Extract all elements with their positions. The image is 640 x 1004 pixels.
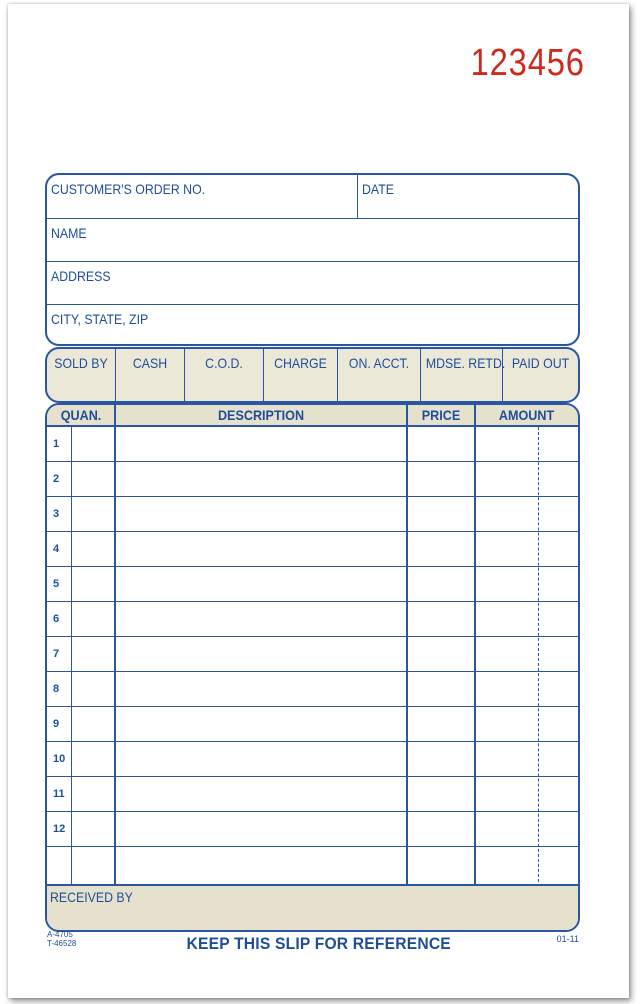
row-number: 4 [53,543,60,555]
line-number-divider [71,427,72,887]
reference-notice-text: KEEP THIS SLIP FOR REFERENCE [186,934,451,953]
row-number: 5 [53,578,60,590]
table-row[interactable] [47,742,578,777]
table-row[interactable] [47,462,578,497]
cash-label: CASH [132,355,168,371]
row-number: 8 [53,683,60,695]
revision-code: 01-11 [556,934,579,944]
table-row[interactable] [47,707,578,742]
payment-type-box [45,347,580,403]
address-field[interactable]: ADDRESS [51,268,111,284]
order-date-row [47,175,578,219]
row-number: 3 [53,508,60,520]
cod-label: C.O.D. [205,355,243,371]
paid-out-cell[interactable] [503,349,578,401]
address-row [47,262,578,305]
merchandise-returned-label: MDSE. RETD. [425,355,506,371]
cash-cell[interactable] [116,349,185,401]
row-number: 7 [53,648,60,660]
row-number: 12 [53,823,66,835]
merchandise-returned-cell[interactable] [421,349,506,401]
order-date-divider [357,175,358,218]
row-number: 11 [53,788,65,800]
row-number: 6 [53,613,60,625]
table-row[interactable] [47,427,578,462]
quantity-column-header: QUAN. [60,407,102,423]
charge-label: CHARGE [274,355,327,371]
paid-out-label: PAID OUT [511,355,570,371]
row-number: 2 [53,473,60,485]
reference-notice [8,934,629,954]
price-divider [474,405,476,887]
row-number: 1 [53,438,60,450]
name-field[interactable]: NAME [51,225,87,241]
amount-column-header: AMOUNT [498,407,555,423]
on-account-label: ON. ACCT. [348,355,410,371]
row-number: 10 [53,753,66,765]
on-account-cell[interactable] [338,349,421,401]
charge-cell[interactable] [264,349,338,401]
items-table [45,403,580,932]
cod-cell[interactable] [185,349,264,401]
received-by-section[interactable] [47,884,578,930]
table-row[interactable] [47,637,578,672]
table-row[interactable] [47,567,578,602]
sold-by-cell[interactable] [47,349,116,401]
table-row[interactable] [47,812,578,847]
city-state-zip-row [47,305,578,346]
form-code-line-2: T-46528 [47,939,77,948]
items-table-header [47,405,578,427]
customer-info-box [45,173,580,346]
row-number: 9 [53,718,60,730]
form-serial-number: 123456 [470,42,585,84]
table-row[interactable] [47,777,578,812]
table-row[interactable] [47,847,578,887]
table-row[interactable] [47,672,578,707]
table-row[interactable] [47,497,578,532]
received-by-label: RECEIVED BY [50,889,133,905]
sold-by-label: SOLD BY [54,355,108,371]
customer-order-no-field[interactable]: CUSTOMER'S ORDER NO. [51,181,206,197]
sales-slip-page [8,4,629,998]
price-column-header: PRICE [421,407,461,423]
description-column-header: DESCRIPTION [217,407,305,423]
table-row[interactable] [47,532,578,567]
name-row [47,219,578,262]
date-field[interactable]: DATE [362,181,394,197]
city-state-zip-field[interactable]: CITY, STATE, ZIP [51,311,149,327]
form-code-line-1: A-4705 [47,930,73,939]
quantity-divider [114,405,116,887]
amount-cents-divider [538,427,539,887]
description-divider [406,405,408,887]
table-row[interactable] [47,602,578,637]
